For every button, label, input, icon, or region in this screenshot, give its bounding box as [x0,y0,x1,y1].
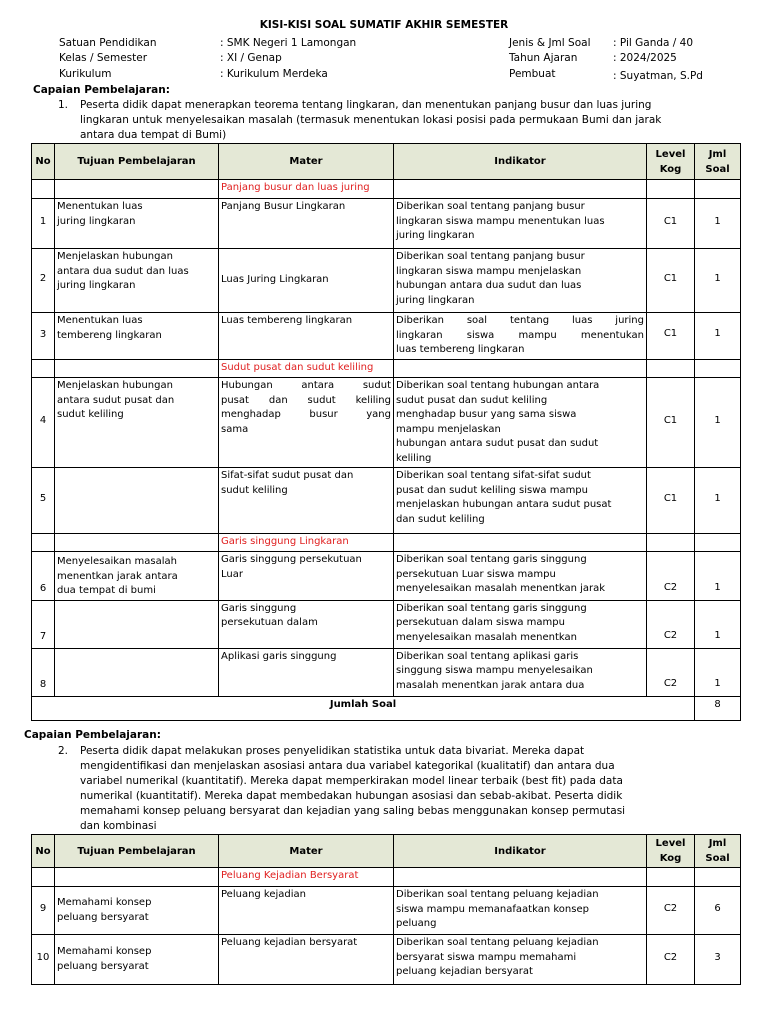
cp2-line: memahami konsep peluang bersyarat dan kejadian yang saling bebas menggunakan konsep permutasi [80,805,626,817]
row-jml: 1 [695,199,741,249]
header-materi: Mater [219,835,394,868]
row-tujuan [55,600,219,648]
cp2-line: dan kombinasi [80,820,157,832]
header-tujuan: Tujuan Pembelajaran [55,144,219,180]
row-no: 2 [32,249,55,313]
row-indikator: Diberikan soal tentang aplikasi garis singgung siswa mampu menyelesaikan masalah menentkan jarak antara dua [394,648,647,696]
row-no: 9 [32,887,55,935]
row-level: C2 [647,648,695,696]
kisi-kisi-table-2 [31,834,741,985]
section-title: Peluang Kejadian Bersyarat [219,868,394,887]
row-indikator: Diberikan soal tentang peluang kejadian bersyarat siswa mampu memahami peluang kejadian bersyarat [394,935,647,985]
row-no: 5 [32,468,55,534]
header-materi: Mater [219,144,394,180]
row-materi: Sifat-sifat sudut pusat dan sudut keliling [219,468,394,534]
table-row [32,600,741,648]
section-title: Panjang busur dan luas juring [219,180,394,199]
row-tujuan: Menjelaskan hubungan antara dua sudut dan luas juring lingkaran [55,249,219,313]
total-value: 8 [695,696,741,720]
section-row [32,534,741,552]
row-no: 8 [32,648,55,696]
row-tujuan: Menentukan luas juring lingkaran [55,199,219,249]
row-level: C1 [647,199,695,249]
row-jml: 1 [695,249,741,313]
row-no: 10 [32,935,55,985]
cp1-line: antara dua tempat di Bumi) [80,129,227,141]
cp1-number: 1. [58,99,69,111]
table-row [32,468,741,534]
row-materi: Aplikasi garis singgung [219,648,394,696]
meta-kelas-value: : XI / Genap [220,52,282,64]
meta-kelas-label: Kelas / Semester [59,52,148,64]
meta-satuan-label: Satuan Pendidikan [59,37,157,49]
meta-pembuat-value: : Suyatman, S.Pd [613,70,703,82]
cp1-line: lingkaran untuk menyelesaikan masalah (termasuk menentukan lokasi posisi pada permukaan Bumi dan jarak [80,114,662,126]
header-level: Level Kog [647,144,695,180]
table-row [32,199,741,249]
header-no: No [32,835,55,868]
meta-kurikulum-label: Kurikulum [59,68,112,80]
row-jml: 6 [695,887,741,935]
table-row [32,378,741,468]
section-row [32,360,741,378]
row-jml: 1 [695,313,741,360]
table-row [32,313,741,360]
row-materi: Luas tembereng lingkaran [219,313,394,360]
table-row [32,552,741,601]
row-indikator: Diberikan soal tentang peluang kejadian siswa mampu memanafaatkan konsep peluang [394,887,647,935]
row-no: 7 [32,600,55,648]
header-tujuan: Tujuan Pembelajaran [55,835,219,868]
cp2-line: mengidentifikasi dan menjelaskan asosiasi antara dua variabel kategorikal (kualitatif) dan antara dua [80,760,615,772]
row-indikator: Diberikan soal tentang sifat-sifat sudut pusat dan sudut keliling siswa mampu menjelaskan hubungan antara sudut pusat dan sudut keliling [394,468,647,534]
row-no: 3 [32,313,55,360]
row-no: 6 [32,552,55,601]
row-level: C1 [647,378,695,468]
row-level: C2 [647,600,695,648]
row-materi: Luas Juring Lingkaran [219,249,394,313]
kisi-kisi-table-1 [31,143,741,721]
row-materi: Panjang Busur Lingkaran [219,199,394,249]
header-level: Level Kog [647,835,695,868]
row-indikator: Diberikan soal tentang hubungan antara sudut pusat dan sudut keliling menghadap busur yang sama siswa mampu menjelaskan hubungan antara sudut pusat dan sudut keliling [394,378,647,468]
cp2-line: variabel numerikal (kuantitatif). Mereka dapat memperkirakan model linear terbaik (best fit) pada data [80,775,623,787]
row-tujuan [55,468,219,534]
row-materi: Garis singgung persekutuan dalam [219,600,394,648]
row-tujuan: Memahami konsep peluang bersyarat [55,935,219,985]
row-jml: 3 [695,935,741,985]
row-tujuan: Menentukan luas tembereng lingkaran [55,313,219,360]
header-jml: Jml Soal [695,144,741,180]
cp2-line: Peserta didik dapat melakukan proses penyelidikan statistika untuk data bivariat. Mereka dapat [80,745,585,757]
row-indikator: Diberikan soal tentang garis singgung persekutuan Luar siswa mampu menyelesaikan masalah menentkan jarak [394,552,647,601]
meta-tahun-label: Tahun Ajaran [509,52,578,64]
table-row [32,935,741,985]
cp2-label: Capaian Pembelajaran: [24,729,161,741]
row-level: C2 [647,887,695,935]
row-no: 4 [32,378,55,468]
row-tujuan: Menjelaskan hubungan antara sudut pusat dan sudut keliling [55,378,219,468]
row-level: C1 [647,249,695,313]
meta-jenis-label: Jenis & Jml Soal [509,37,591,49]
row-level: C1 [647,313,695,360]
row-tujuan: Memahami konsep peluang bersyarat [55,887,219,935]
row-indikator: Diberikan soal tentang garis singgung persekutuan dalam siswa mampu menyelesaikan masalah menentkan [394,600,647,648]
header-no: No [32,144,55,180]
meta-kurikulum-value: : Kurikulum Merdeka [220,68,328,80]
header-indikator: Indikator [394,144,647,180]
row-level: C1 [647,468,695,534]
row-level: C2 [647,935,695,985]
row-indikator: Diberikan soal tentang panjang busur lingkaran siswa mampu menjelaskan hubungan antara dua sudut dan luas juring lingkaran [394,249,647,313]
row-materi: Garis singgung persekutuan Luar [219,552,394,601]
header-indikator: Indikator [394,835,647,868]
header-jml: Jml Soal [695,835,741,868]
row-jml: 1 [695,378,741,468]
meta-jenis-value: : Pil Ganda / 40 [613,37,694,49]
meta-satuan-value: : SMK Negeri 1 Lamongan [220,37,357,49]
row-level: C2 [647,552,695,601]
row-jml: 1 [695,648,741,696]
row-jml: 1 [695,600,741,648]
row-jml: 1 [695,468,741,534]
row-tujuan [55,648,219,696]
section-title: Sudut pusat dan sudut keliling [219,360,394,378]
section-title: Garis singgung Lingkaran [219,534,394,552]
meta-pembuat-label: Pembuat [509,68,556,80]
cp1-label: Capaian Pembelajaran: [33,84,170,96]
row-materi: Hubungan antara sudut pusat dan sudut keliling menghadap busur yang sama [219,378,394,468]
total-label: Jumlah Soal [32,696,695,720]
table-row [32,648,741,696]
document-title: KISI-KISI SOAL SUMATIF AKHIR SEMESTER [259,19,509,31]
row-no: 1 [32,199,55,249]
table-row [32,887,741,935]
table-header-row [32,144,741,180]
row-indikator: Diberikan soal tentang luas juring lingkaran siswa mampu menentukan luas tembereng lingkaran [394,313,647,360]
cp2-number: 2. [58,745,69,757]
section-row [32,868,741,887]
row-tujuan: Menyelesaikan masalah menentkan jarak antara dua tempat di bumi [55,552,219,601]
table-row [32,249,741,313]
cp2-line: numerikal (kuantitatif). Mereka dapat membedakan hubungan asosiasi dan sebab-akibat. Peserta didik [80,790,623,802]
table-header-row [32,835,741,868]
cp1-line: Peserta didik dapat menerapkan teorema tentang lingkaran, dan menentukan panjang busur dan luas juring [80,99,652,111]
row-indikator: Diberikan soal tentang panjang busur lingkaran siswa mampu menentukan luas juring lingkaran [394,199,647,249]
row-materi: Peluang kejadian [219,887,394,935]
section-row [32,180,741,199]
row-jml: 1 [695,552,741,601]
meta-tahun-value: : 2024/2025 [613,52,677,64]
total-row [32,696,741,720]
row-materi: Peluang kejadian bersyarat [219,935,394,985]
